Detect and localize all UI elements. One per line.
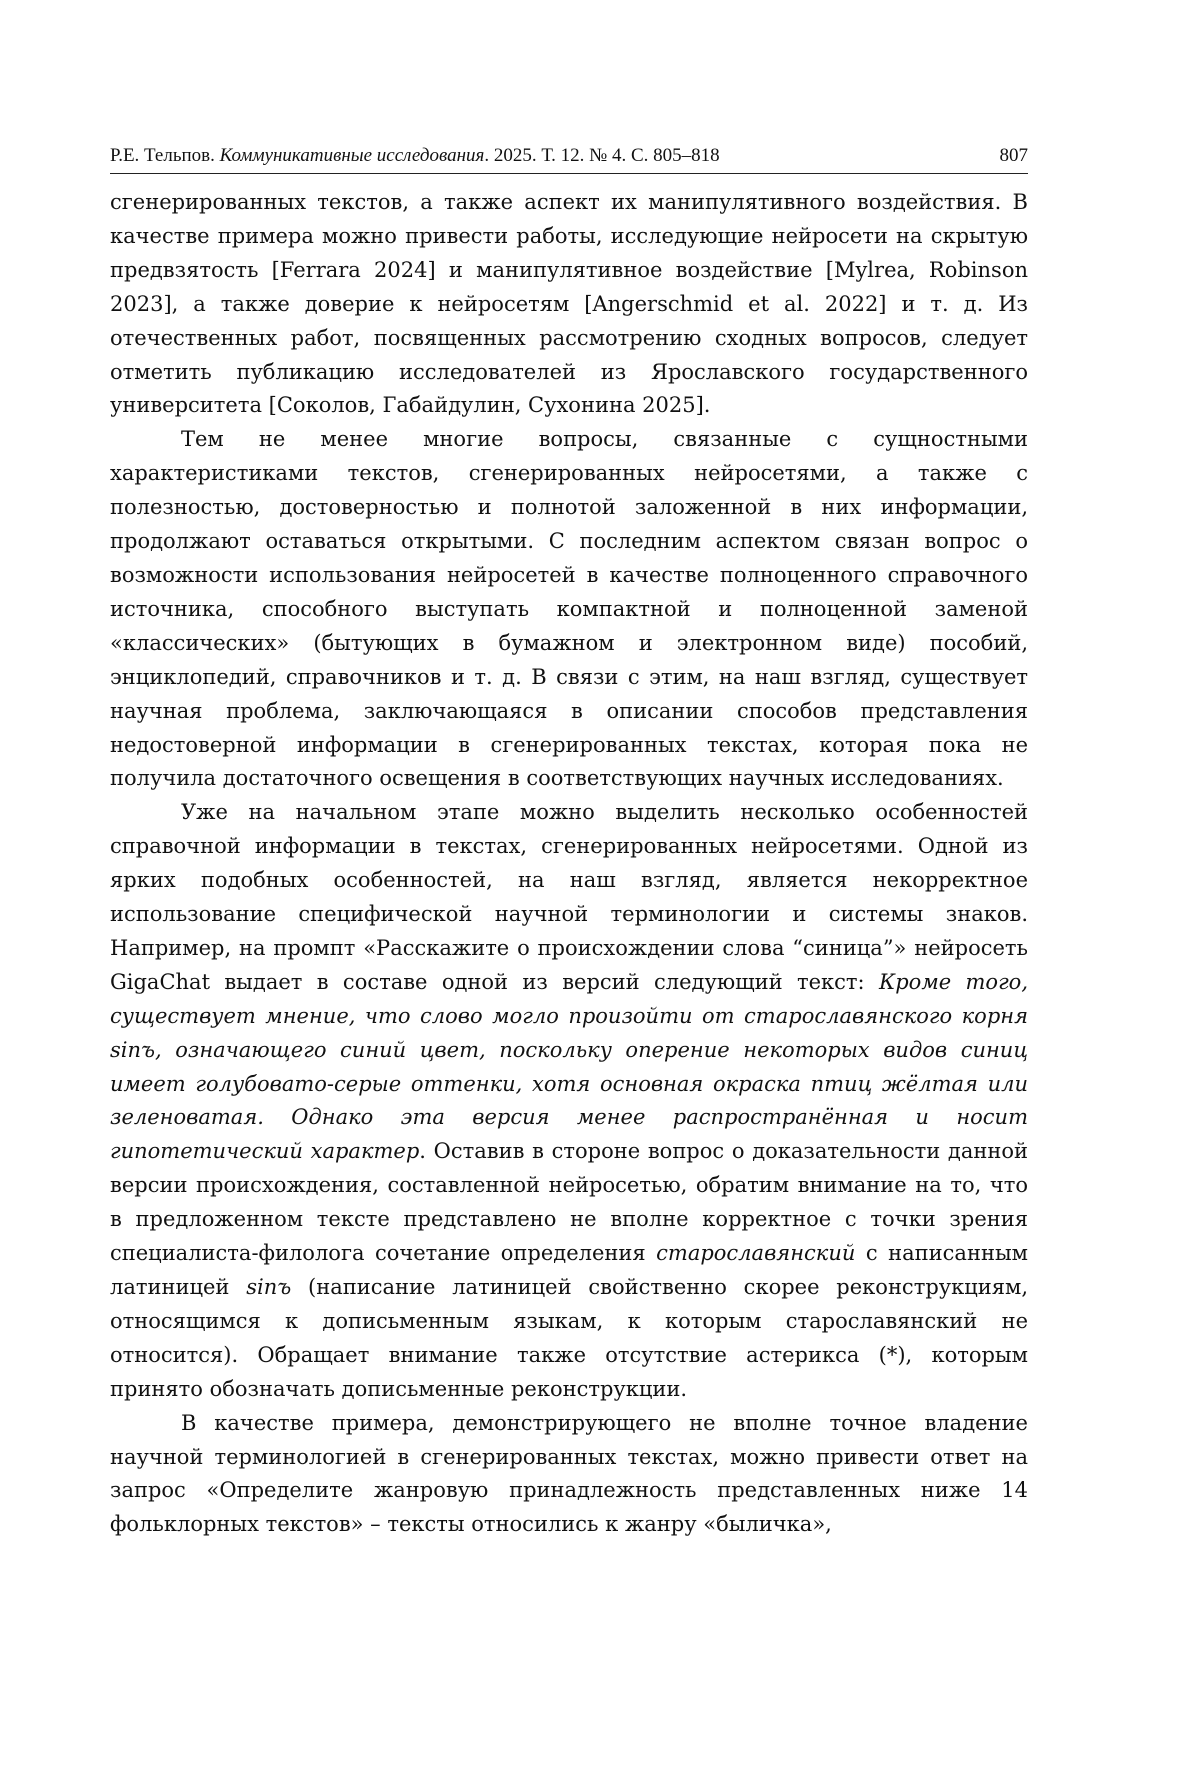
page-header: [110, 143, 1028, 174]
term-staroslavyansky: старославянский: [656, 1241, 856, 1266]
running-head: [110, 143, 720, 169]
paragraph-3: [110, 796, 1028, 1406]
header-authors: Р.Е. Тельпов.: [110, 145, 215, 166]
header-journal-title: Коммуникативные исследования: [219, 145, 485, 166]
paragraph-3-text-1: Уже на начальном этапе можно выделить несколько особенностей справочной информации в текстах, сгенерированных нейросетями. Одной из ярких подобных особенностей, на наш взгляд, является некорректное использование специфической научной терминологии и системы знаков. Например, на промпт «Расскажите о происхождении слова “синица”» нейросеть GigaChat выдает в составе одной из версий следующий текст:: [110, 800, 1028, 994]
paragraph-3-text-2: . Оставив в стороне вопрос о доказательности данной версии происхождения, составленной нейросетью, обратим внимание на то, что в предложенном тексте представлено не вполне корректное с точки зрения специалиста-филолога сочетание определения: [110, 1139, 1028, 1266]
page-number: 807: [999, 145, 1028, 166]
paragraph-3-text-3: с написанным латиницей: [110, 1241, 1028, 1299]
paragraph-4: В качестве примера, демонстрирующего не вполне точное владение научной терминологией в сгенерированных текстах, можно привести ответ на запрос «Определите жанровую принадлежность представленных ниже 14 фольклорных текстов» – тексты относились к жанру «быличка»,: [110, 1410, 1028, 1537]
article-body: [110, 186, 1028, 1542]
paragraph-3-text-4: (написание латиницей свойственно скорее реконструкциям, относящимся к дописьменным языкам, к которым старославянский не относится). Обращает внимание также отсутствие астерикса (*), которым принято обозначать дописьменные реконструкции.: [110, 1275, 1028, 1401]
paragraph-2: Тем не менее многие вопросы, связанные с сущностными характеристиками текстов, сгенерированных нейросетями, а также с полезностью, достоверностью и полнотой заложенной в них информации, продолжают оставаться открытыми. С последним аспектом связан вопрос о возможности использования нейросетей в качестве полноценного справочного источника, способного выступать компактной и полноценной заменой «классических» (бытующих в бумажном и электронном виде) пособий, энциклопедий, справочников и т. д. В связи с этим, на наш взгляд, существует научная проблема, заключающаяся в описании способов представления недостоверной информации в сгенерированных текстах, которая пока не получила достаточного освещения в соответствующих научных исследованиях.: [110, 427, 1028, 791]
generated-text-quote: Кроме того, существует мнение, что слово могло произойти от старославянского корня sinъ, означающего синий цвет, поскольку оперение некоторых видов синиц имеет голубовато-серые оттенки, хотя основная окраска птиц жёлтая или зеленоватая. Однако эта версия менее распространённая и носит гипотетический характер: [110, 969, 1029, 1164]
term-sin: sinъ: [246, 1275, 292, 1299]
paragraph-1: сгенерированных текстов, а также аспект их манипулятивного воздействия. В качестве примера можно привести работы, исследующие нейросети на скрытую предвзятость [Ferrara 2024] и манипулятивное воздействие [Mylrea, Robinson 2023], а также доверие к нейросетям [Angerschmid et al. 2022] и т. д. Из отечественных работ, посвященных рассмотрению сходных вопросов, следует отметить публикацию исследователей из Ярославского государственного университета [Соколов, Габайдулин, Сухонина 2025].: [110, 190, 1028, 418]
header-citation: . 2025. Т. 12. № 4. С. 805–818: [484, 145, 720, 166]
